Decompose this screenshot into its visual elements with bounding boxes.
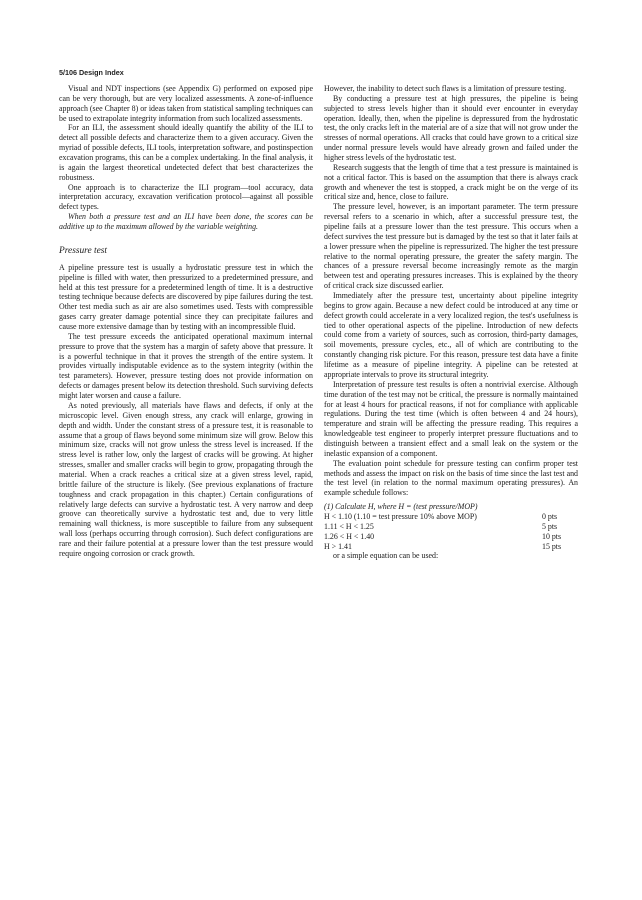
schedule-points: 15 pts: [542, 541, 562, 551]
paragraph-pressure-reversal: The pressure level, however, is an important parameter. The term pressure reversal refers to a scenario in which, after a successful pressure test, the pipeline fails at a pressure lower than the test pressure. This occurs when a defect survives the test pressure but is damaged by the test so that it later fails at a lower pressure when the pipeline is repressurized. The higher the test pressure relative to the normal operating pressure, the greater the safety margin. The chances of a pressure reversal become increasingly remote as the margin between test and operating pressures increases. This is explained by the theory of critical crack size discussed earlier.: [324, 202, 578, 291]
schedule-row: [324, 542, 578, 552]
paragraph-ili-assessment: For an ILI, the assessment should ideally quantify the ability of the ILI to detect all possible defects and characterize them to a given accuracy. Given the myriad of possible defects, ILI tools, interpretation software, and postinspection excavation programs, this can be a complex undertaking. In the final analysis, it is again the largest theoretical undetected defect that best characterizes the robustness.: [59, 123, 313, 182]
paragraph-visual-ndt: Visual and NDT inspections (see Appendix G) performed on exposed pipe can be very thorough, but are very localized assessments. A zone-of-influence approach (see Chapter 8) or ideas taken from statistical sampling techniques can be used to extrapolate integrity information from such localized assessments.: [59, 84, 313, 123]
paragraph-pressure-test-definition: A pipeline pressure test is usually a hydrostatic pressure test in which the pipeline is filled with water, then pressurized to a predetermined pressure, and held at this test pressure for a predetermined length of time. It is a destructive testing technique because defects are discovered by pipe failures during the test. Other test media such as air are also sometimes used. Tests with compressible gases carry greater damage potential since they can precipitate failures and cause more extensive damage than by testing with an incompressible fluid.: [59, 262, 313, 332]
schedule-row: [324, 522, 578, 532]
paragraph-flaws-defects: As noted previously, all materials have flaws and defects, if only at the microscopic level. Given enough stress, any crack will enlarge, growing in depth and width. Under the constant stress of a pressure test, it is reasonable to assume that a group of flaws beyond some minimum size will grow. Below this minimum size, cracks will not grow unless the stress level is increased. If the stress level is rather low, only the largest of cracks will be growing. At higher stresses, smaller and smaller cracks will begin to grow, propagating through the material. When a crack reaches a critical size at a given stress level, rapid, brittle failure of the structure is likely. (See previous explanations of fracture toughness and crack propagation in this chapter.) Certain configurations of relatively large defects can survive a hydrostatic test. A very narrow and deep groove can theoretically survive a hydrostatic test and, due to very little remaining wall thickness, is more susceptible to failure from any subsequent wall loss (perhaps occurring through corrosion). Such defect configurations are rare and their failure potential at a pressure lower than the test pressure would require ongoing corrosion or crack growth.: [59, 400, 313, 558]
schedule-row: [324, 532, 578, 542]
trailing-text: or a simple equation can be used:: [333, 551, 439, 561]
schedule-points: 10 pts: [542, 531, 562, 541]
paragraph-interpretation: Interpretation of pressure test results is often a nontrivial exercise. Although time duration of the test may not be critical, the pressure is normally maintained for at least 4 hours for practical reasons, if not for compliance with applicable regulations. During the test time (which is often between 4 and 24 hours), temperature and strain will be affecting the pressure reading. This requires a knowledgeable test engineer to properly interpret pressure fluctuations and to distinguish between a transient effect and a small leak on the system or the inelastic expansion of a component.: [324, 379, 578, 458]
schedule-table: [324, 512, 578, 551]
schedule-row: [324, 512, 578, 522]
paragraph-limitation: However, the inability to detect such flaws is a limitation of pressure testing.: [324, 84, 567, 93]
right-column: [324, 84, 578, 561]
paragraph-high-pressure: By conducting a pressure test at high pressures, the pipeline is being subjected to stress levels higher than it should ever encounter in everyday operation. Ideally, then, when the pipeline is depressured from the hydrostatic test, the only cracks left in the material are of a size that will not grow under the stresses of normal operations. All cracks that could have grown to a critical size under normal pressure levels would have already grown and failed under the higher stress levels of the hydrostatic test.: [324, 93, 578, 163]
schedule-condition: H > 1.41: [324, 541, 352, 551]
paragraph-research: Research suggests that the length of time that a test pressure is maintained is not a critical factor. This is based on the assumption that there is always crack growth and whenever the test is stopped, a crack might be on the verge of its critical size and, hence, close to failure.: [324, 162, 578, 202]
paragraph-evaluation-schedule: The evaluation point schedule for pressure testing can confirm proper test methods and assess the impact on risk on the basis of time since the last test and the test level (in relation to the normal maximum operating pressures). An example schedule follows:: [324, 458, 578, 498]
running-header: 5/106 Design Index: [59, 68, 124, 77]
paragraph-ili-program: One approach is to characterize the ILI program—tool accuracy, data interpretation accuracy, excavation verification protocol—against all possible defect types.: [59, 182, 313, 212]
schedule-condition: 1.26 < H < 1.40: [324, 531, 375, 541]
schedule-points: 5 pts: [542, 521, 558, 531]
schedule-title: (1) Calculate H, where H = (test pressure/MOP): [324, 502, 478, 512]
section-heading-pressure-test: Pressure test: [59, 245, 107, 256]
schedule-condition: 1.11 < H < 1.25: [324, 521, 374, 531]
paragraph-additive-scores: When both a pressure test and an ILI have been done, the scores can be additive up to the maximum allowed by the variable weighting.: [59, 212, 313, 232]
paragraph-uncertainty: Immediately after the pressure test, uncertainty about pipeline integrity begins to grow again. Because a new defect could be introduced at any time or defect growth could accelerate in a very localized region, the test's usefulness is tied to other operational aspects of the pipeline. Introduction of new defects could come from a variety of sources, such as corrosion, third-party damages, soil movements, pressure cycles, etc., all of which are contributing to the constantly changing risk picture. For this reason, pressure test data have a finite lifetime as a measure of pipeline integrity. A pipeline can be retested at appropriate intervals to prove its structural integrity.: [324, 291, 578, 379]
left-column: [59, 84, 313, 559]
paragraph-test-pressure: The test pressure exceeds the anticipated operational maximum internal pressure to prove that the system has a margin of safety above that pressure. It is a powerful technique in that it proves the strength of the entire system. It provides virtually indisputable evidence as to the system integrity (within the test parameters). However, pressure testing does not provide information on defects or damages present below its detection threshold. Such surviving defects might later worsen and cause a failure.: [59, 331, 313, 401]
schedule-condition: H < 1.10 (1.10 = test pressure 10% above MOP): [324, 511, 477, 521]
schedule-points: 0 pts: [542, 511, 558, 521]
